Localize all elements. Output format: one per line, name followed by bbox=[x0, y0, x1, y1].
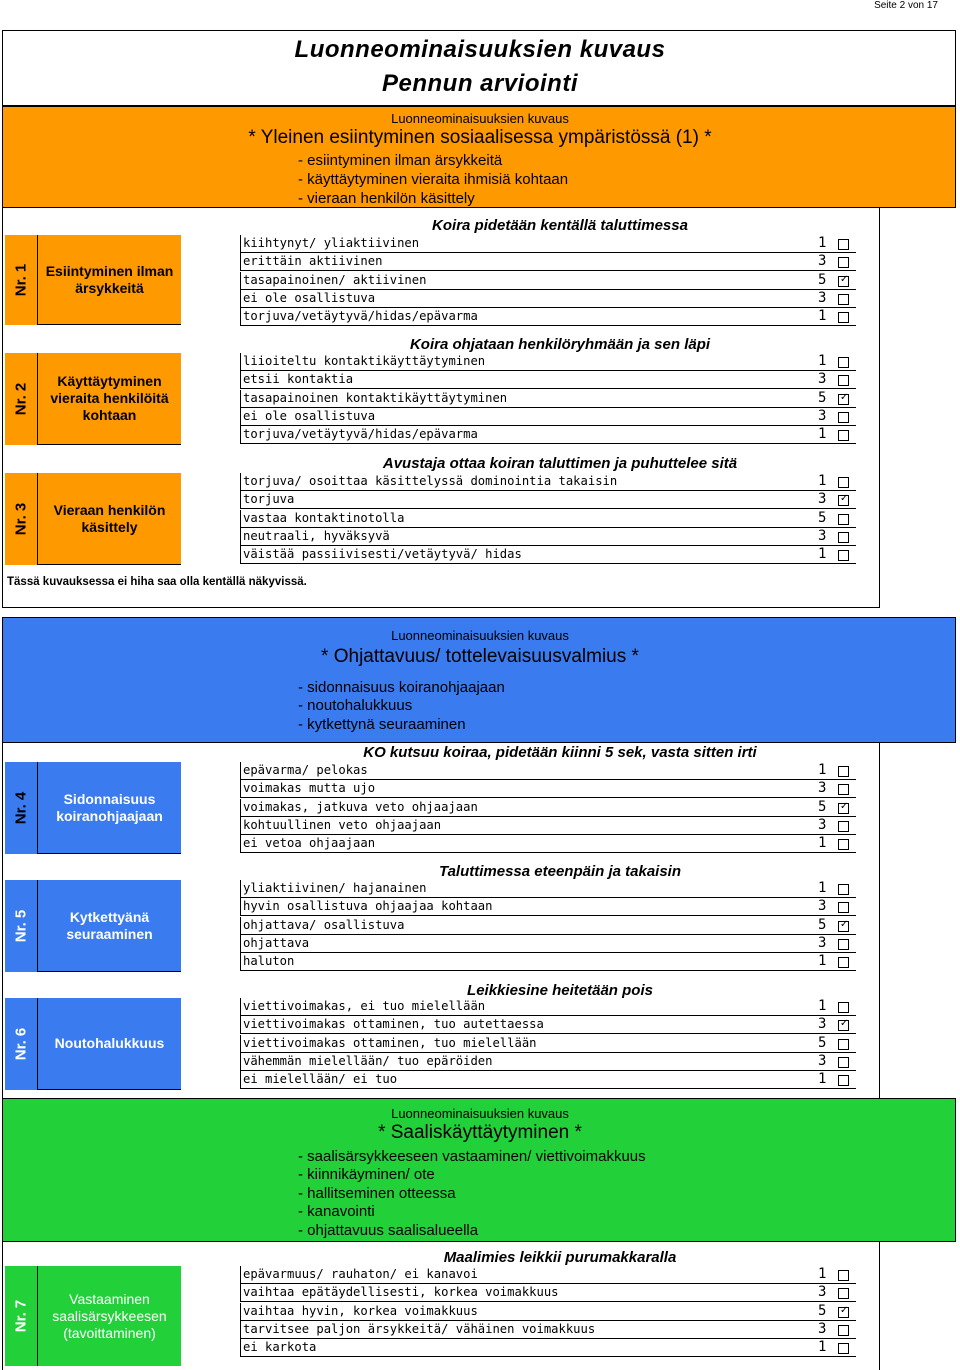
rating-checkbox[interactable] bbox=[838, 1288, 849, 1299]
rating-option-text: liioiteltu kontaktikäyttäytyminen bbox=[243, 354, 486, 368]
rating-checkbox[interactable] bbox=[838, 412, 849, 423]
rating-option-text: kohtuullinen veto ohjaajaan bbox=[243, 817, 442, 832]
rating-option-text: tasapainoinen/ aktiivinen bbox=[243, 272, 427, 287]
section-label: Vieraan henkilön käsittely bbox=[53, 501, 166, 535]
section-number-box bbox=[5, 353, 37, 445]
section-number-box bbox=[5, 880, 37, 972]
rating-score: 1 bbox=[818, 353, 827, 369]
page-title: Luonneominaisuuksien kuvaus bbox=[294, 36, 666, 63]
rating-row bbox=[240, 935, 856, 953]
rating-option-text: vähemmän mielellään/ tuo epäröiden bbox=[243, 1053, 493, 1068]
rating-score: 3 bbox=[818, 780, 827, 797]
rating-option-text: ei ole osallistuva bbox=[243, 290, 376, 305]
rating-score: 1 bbox=[818, 835, 827, 852]
rating-checkbox[interactable] bbox=[838, 257, 849, 268]
group-subhead: Luonneominaisuuksien kuvaus bbox=[391, 628, 569, 643]
section-label-box bbox=[37, 998, 181, 1090]
section-label-box bbox=[37, 473, 181, 565]
rating-checkbox[interactable] bbox=[838, 294, 849, 305]
rating-checkbox[interactable] bbox=[838, 1343, 849, 1354]
rating-option-text: neutraali, hyväksyvä bbox=[243, 528, 390, 543]
rating-score: 3 bbox=[818, 816, 827, 833]
rating-score: 3 bbox=[818, 253, 827, 270]
rating-score: 3 bbox=[818, 491, 827, 508]
section-number: Nr. 7 bbox=[12, 1299, 30, 1333]
rating-option-text: haluton bbox=[243, 954, 295, 969]
section-label-box bbox=[37, 880, 181, 972]
rating-checkbox[interactable] bbox=[838, 1002, 849, 1013]
rating-option-text: voimakas mutta ujo bbox=[243, 781, 376, 796]
group-bullet: - sidonnaisuus koiranohjaajaan bbox=[298, 679, 505, 696]
rating-option-text: väistää passiivisesti/vetäytyvä/ hidas bbox=[243, 547, 522, 562]
section-label-box bbox=[37, 762, 181, 854]
rating-option-text: tarvitsee paljon ärsykkeitä/ vähäinen voimakkuus bbox=[243, 1321, 596, 1336]
rating-score: 3 bbox=[818, 1320, 827, 1337]
rating-option-text: viettivoimakas ottaminen, tuo mielellään bbox=[243, 1035, 537, 1050]
rating-option-text: viettivoimakas, ei tuo mielellään bbox=[243, 999, 486, 1013]
rating-score: 3 bbox=[818, 934, 827, 951]
rating-checkbox[interactable] bbox=[838, 495, 849, 506]
rating-score: 1 bbox=[818, 1071, 827, 1088]
rating-checkbox[interactable] bbox=[838, 784, 849, 795]
rating-option-text: epävarmuus/ rauhaton/ ei kanavoi bbox=[243, 1267, 478, 1281]
rating-checkbox[interactable] bbox=[838, 921, 849, 932]
group-subhead: Luonneominaisuuksien kuvaus bbox=[391, 1106, 569, 1121]
rating-score: 3 bbox=[818, 898, 827, 915]
rating-row bbox=[240, 1339, 856, 1357]
section-title: Taluttimessa eteenpäin ja takaisin bbox=[438, 863, 682, 880]
rating-score: 3 bbox=[818, 371, 827, 388]
rating-option-text: etsii kontaktia bbox=[243, 372, 354, 387]
rating-checkbox[interactable] bbox=[838, 1057, 849, 1068]
rating-option-text: epävarma/ pelokas bbox=[243, 763, 368, 777]
rating-option-text: ei mielellään/ ei tuo bbox=[243, 1072, 398, 1087]
rating-option-text: ohjattava/ osallistuva bbox=[243, 917, 405, 932]
rating-score: 3 bbox=[818, 1052, 827, 1069]
rating-option-text: yliaktiivinen/ hajanainen bbox=[243, 881, 427, 895]
rating-score: 3 bbox=[818, 1016, 827, 1033]
rating-score: 1 bbox=[818, 546, 827, 563]
group-heading: * Saaliskäyttäytyminen * bbox=[378, 1122, 582, 1143]
section-number: Nr. 3 bbox=[12, 502, 30, 536]
rating-checkbox[interactable] bbox=[838, 375, 849, 386]
rating-checkbox[interactable] bbox=[838, 430, 849, 441]
section-number: Nr. 4 bbox=[12, 791, 30, 825]
rating-score: 5 bbox=[818, 389, 827, 406]
section-label: Käyttäytyminen vieraita henkilöitä kohtaan bbox=[50, 373, 169, 423]
page-subtitle: Pennun arviointi bbox=[381, 70, 578, 97]
rating-score: 1 bbox=[818, 953, 827, 970]
rating-row bbox=[240, 491, 856, 509]
group-subhead: Luonneominaisuuksien kuvaus bbox=[391, 111, 569, 126]
rating-checkbox[interactable] bbox=[838, 839, 849, 850]
section-title: Koira pidetään kentällä taluttimessa bbox=[432, 217, 688, 234]
rating-option-text: vastaa kontaktinotolla bbox=[243, 510, 405, 525]
section-number-box bbox=[5, 473, 37, 565]
rating-option-text: torjuva/ osoittaa käsittelyssä dominointia takaisin bbox=[243, 474, 618, 488]
group-bullet: - kytkettynä seuraaminen bbox=[298, 716, 466, 733]
rating-checkbox[interactable] bbox=[838, 1020, 849, 1031]
rating-option-text: voimakas, jatkuva veto ohjaajaan bbox=[243, 799, 478, 814]
rating-checkbox[interactable] bbox=[838, 357, 849, 368]
rating-checkbox[interactable] bbox=[838, 532, 849, 543]
rating-option-text: torjuva/vetäytyvä/hidas/epävarma bbox=[243, 309, 478, 324]
group-heading: * Ohjattavuus/ tottelevaisuusvalmius * bbox=[321, 646, 639, 667]
rating-checkbox[interactable] bbox=[838, 1325, 849, 1336]
group-bullet: - ohjattavuus saalisalueella bbox=[298, 1222, 479, 1239]
rating-option-text: vaihtaa epätäydellisesti, korkea voimakkuus bbox=[243, 1285, 559, 1300]
rating-score: 1 bbox=[818, 1339, 827, 1356]
note-text: Tässä kuvauksessa ei hiha saa olla kentällä näkyvissä. bbox=[7, 576, 307, 588]
rating-checkbox[interactable] bbox=[838, 1075, 849, 1086]
rating-score: 5 bbox=[818, 509, 827, 526]
rating-checkbox[interactable] bbox=[838, 1039, 849, 1050]
rating-score: 3 bbox=[818, 407, 827, 424]
rating-checkbox[interactable] bbox=[838, 477, 849, 488]
rating-option-text: kiihtynyt/ yliaktiivinen bbox=[243, 236, 420, 250]
section-number: Nr. 6 bbox=[12, 1027, 30, 1061]
section-title: Avustaja ottaa koiran taluttimen ja puhuttelee sitä bbox=[382, 455, 738, 472]
rating-checkbox[interactable] bbox=[838, 957, 849, 968]
rating-checkbox[interactable] bbox=[838, 902, 849, 913]
rating-checkbox[interactable] bbox=[838, 884, 849, 895]
rating-checkbox[interactable] bbox=[838, 1270, 849, 1281]
section-number-box bbox=[5, 1266, 37, 1366]
section-title: Koira ohjataan henkilöryhmään ja sen läpi bbox=[409, 336, 711, 353]
group-bullet: - vieraan henkilön käsittely bbox=[298, 190, 475, 207]
rating-option-text: viettivoimakas ottaminen, tuo autettaessa bbox=[243, 1017, 544, 1032]
rating-option-text: hyvin osallistuva ohjaajaa kohtaan bbox=[243, 899, 493, 914]
rating-score: 1 bbox=[818, 762, 827, 778]
section-label: Esiintyminen ilman ärsykkeitä bbox=[45, 262, 174, 296]
rating-checkbox[interactable] bbox=[838, 239, 849, 250]
group-bullet: - esiintyminen ilman ärsykkeitä bbox=[298, 152, 503, 169]
rating-option-text: ei karkota bbox=[243, 1340, 317, 1355]
section-number: Nr. 1 bbox=[12, 263, 30, 297]
rating-score: 1 bbox=[818, 1266, 827, 1282]
rating-option-text: tasapainoinen kontaktikäyttäytyminen bbox=[243, 390, 508, 405]
group-bullet: - hallitseminen otteessa bbox=[298, 1185, 456, 1202]
rating-checkbox[interactable] bbox=[838, 550, 849, 561]
rating-option-text: vaihtaa hyvin, korkea voimakkuus bbox=[243, 1303, 478, 1318]
rating-score: 5 bbox=[818, 1302, 827, 1319]
rating-option-text: torjuva bbox=[243, 492, 295, 507]
rating-checkbox[interactable] bbox=[838, 394, 849, 405]
rating-checkbox[interactable] bbox=[838, 766, 849, 777]
section-number-box bbox=[5, 998, 37, 1090]
group-heading: * Yleinen esiintyminen sosiaalisessa ympäristössä (1) * bbox=[248, 127, 712, 148]
page-number: Seite 2 von 17 bbox=[874, 0, 938, 11]
rating-checkbox[interactable] bbox=[838, 1307, 849, 1318]
rating-checkbox[interactable] bbox=[838, 312, 849, 323]
rating-checkbox[interactable] bbox=[838, 821, 849, 832]
rating-checkbox[interactable] bbox=[838, 514, 849, 525]
rating-score: 3 bbox=[818, 527, 827, 544]
group-bullet: - käyttäytyminen vieraita ihmisiä kohtaan bbox=[298, 171, 569, 188]
section-label-box bbox=[37, 353, 181, 445]
rating-row bbox=[240, 953, 856, 971]
section-number: Nr. 2 bbox=[12, 382, 30, 416]
rating-option-text: ohjattava bbox=[243, 935, 310, 950]
rating-score: 1 bbox=[818, 235, 827, 251]
group-bullet: - kiinnikäyminen/ ote bbox=[298, 1166, 435, 1183]
section-title: Maalimies leikkii purumakkaralla bbox=[443, 1249, 677, 1266]
rating-option-text: torjuva/vetäytyvä/hidas/epävarma bbox=[243, 427, 478, 442]
section-number-box bbox=[5, 235, 37, 325]
rating-score: 3 bbox=[818, 289, 827, 306]
section-title: KO kutsuu koiraa, pidetään kiinni 5 sek, vasta sitten irti bbox=[363, 744, 757, 761]
section-title: Leikkiesine heitetään pois bbox=[467, 982, 653, 999]
section-number-box bbox=[5, 762, 37, 854]
rating-score: 5 bbox=[818, 271, 827, 288]
rating-score: 1 bbox=[818, 998, 827, 1014]
rating-score: 1 bbox=[818, 426, 827, 443]
group-bullet: - noutohalukkuus bbox=[298, 697, 413, 714]
rating-option-text: ei vetoa ohjaajaan bbox=[243, 836, 376, 851]
rating-score: 1 bbox=[818, 880, 827, 896]
rating-score: 5 bbox=[818, 1034, 827, 1051]
section-label: Vastaaminen saalisärsykkeesen (tavoittaminen) bbox=[52, 1290, 167, 1341]
rating-option-text: erittäin aktiivinen bbox=[243, 254, 383, 269]
group-bullet: - kanavointi bbox=[298, 1203, 375, 1220]
rating-option-text: ei ole osallistuva bbox=[243, 408, 376, 423]
section-label-box bbox=[37, 235, 181, 325]
rating-score: 3 bbox=[818, 1284, 827, 1301]
section-label: Noutohalukkuus bbox=[54, 1035, 165, 1051]
rating-checkbox[interactable] bbox=[838, 803, 849, 814]
section-number: Nr. 5 bbox=[12, 909, 30, 943]
group-bullet: - saalisärsykkeeseen vastaaminen/ viettivoimakkuus bbox=[298, 1148, 646, 1165]
rating-score: 1 bbox=[818, 308, 827, 325]
rating-checkbox[interactable] bbox=[838, 276, 849, 287]
section-label: Kytkettyänä seuraaminen bbox=[66, 908, 153, 942]
rating-score: 5 bbox=[818, 916, 827, 933]
rating-score: 1 bbox=[818, 473, 827, 489]
rating-checkbox[interactable] bbox=[838, 939, 849, 950]
rating-score: 5 bbox=[818, 798, 827, 815]
section-label-box bbox=[37, 1266, 181, 1366]
section-label: Sidonnaisuus koiranohjaajaan bbox=[56, 790, 163, 824]
